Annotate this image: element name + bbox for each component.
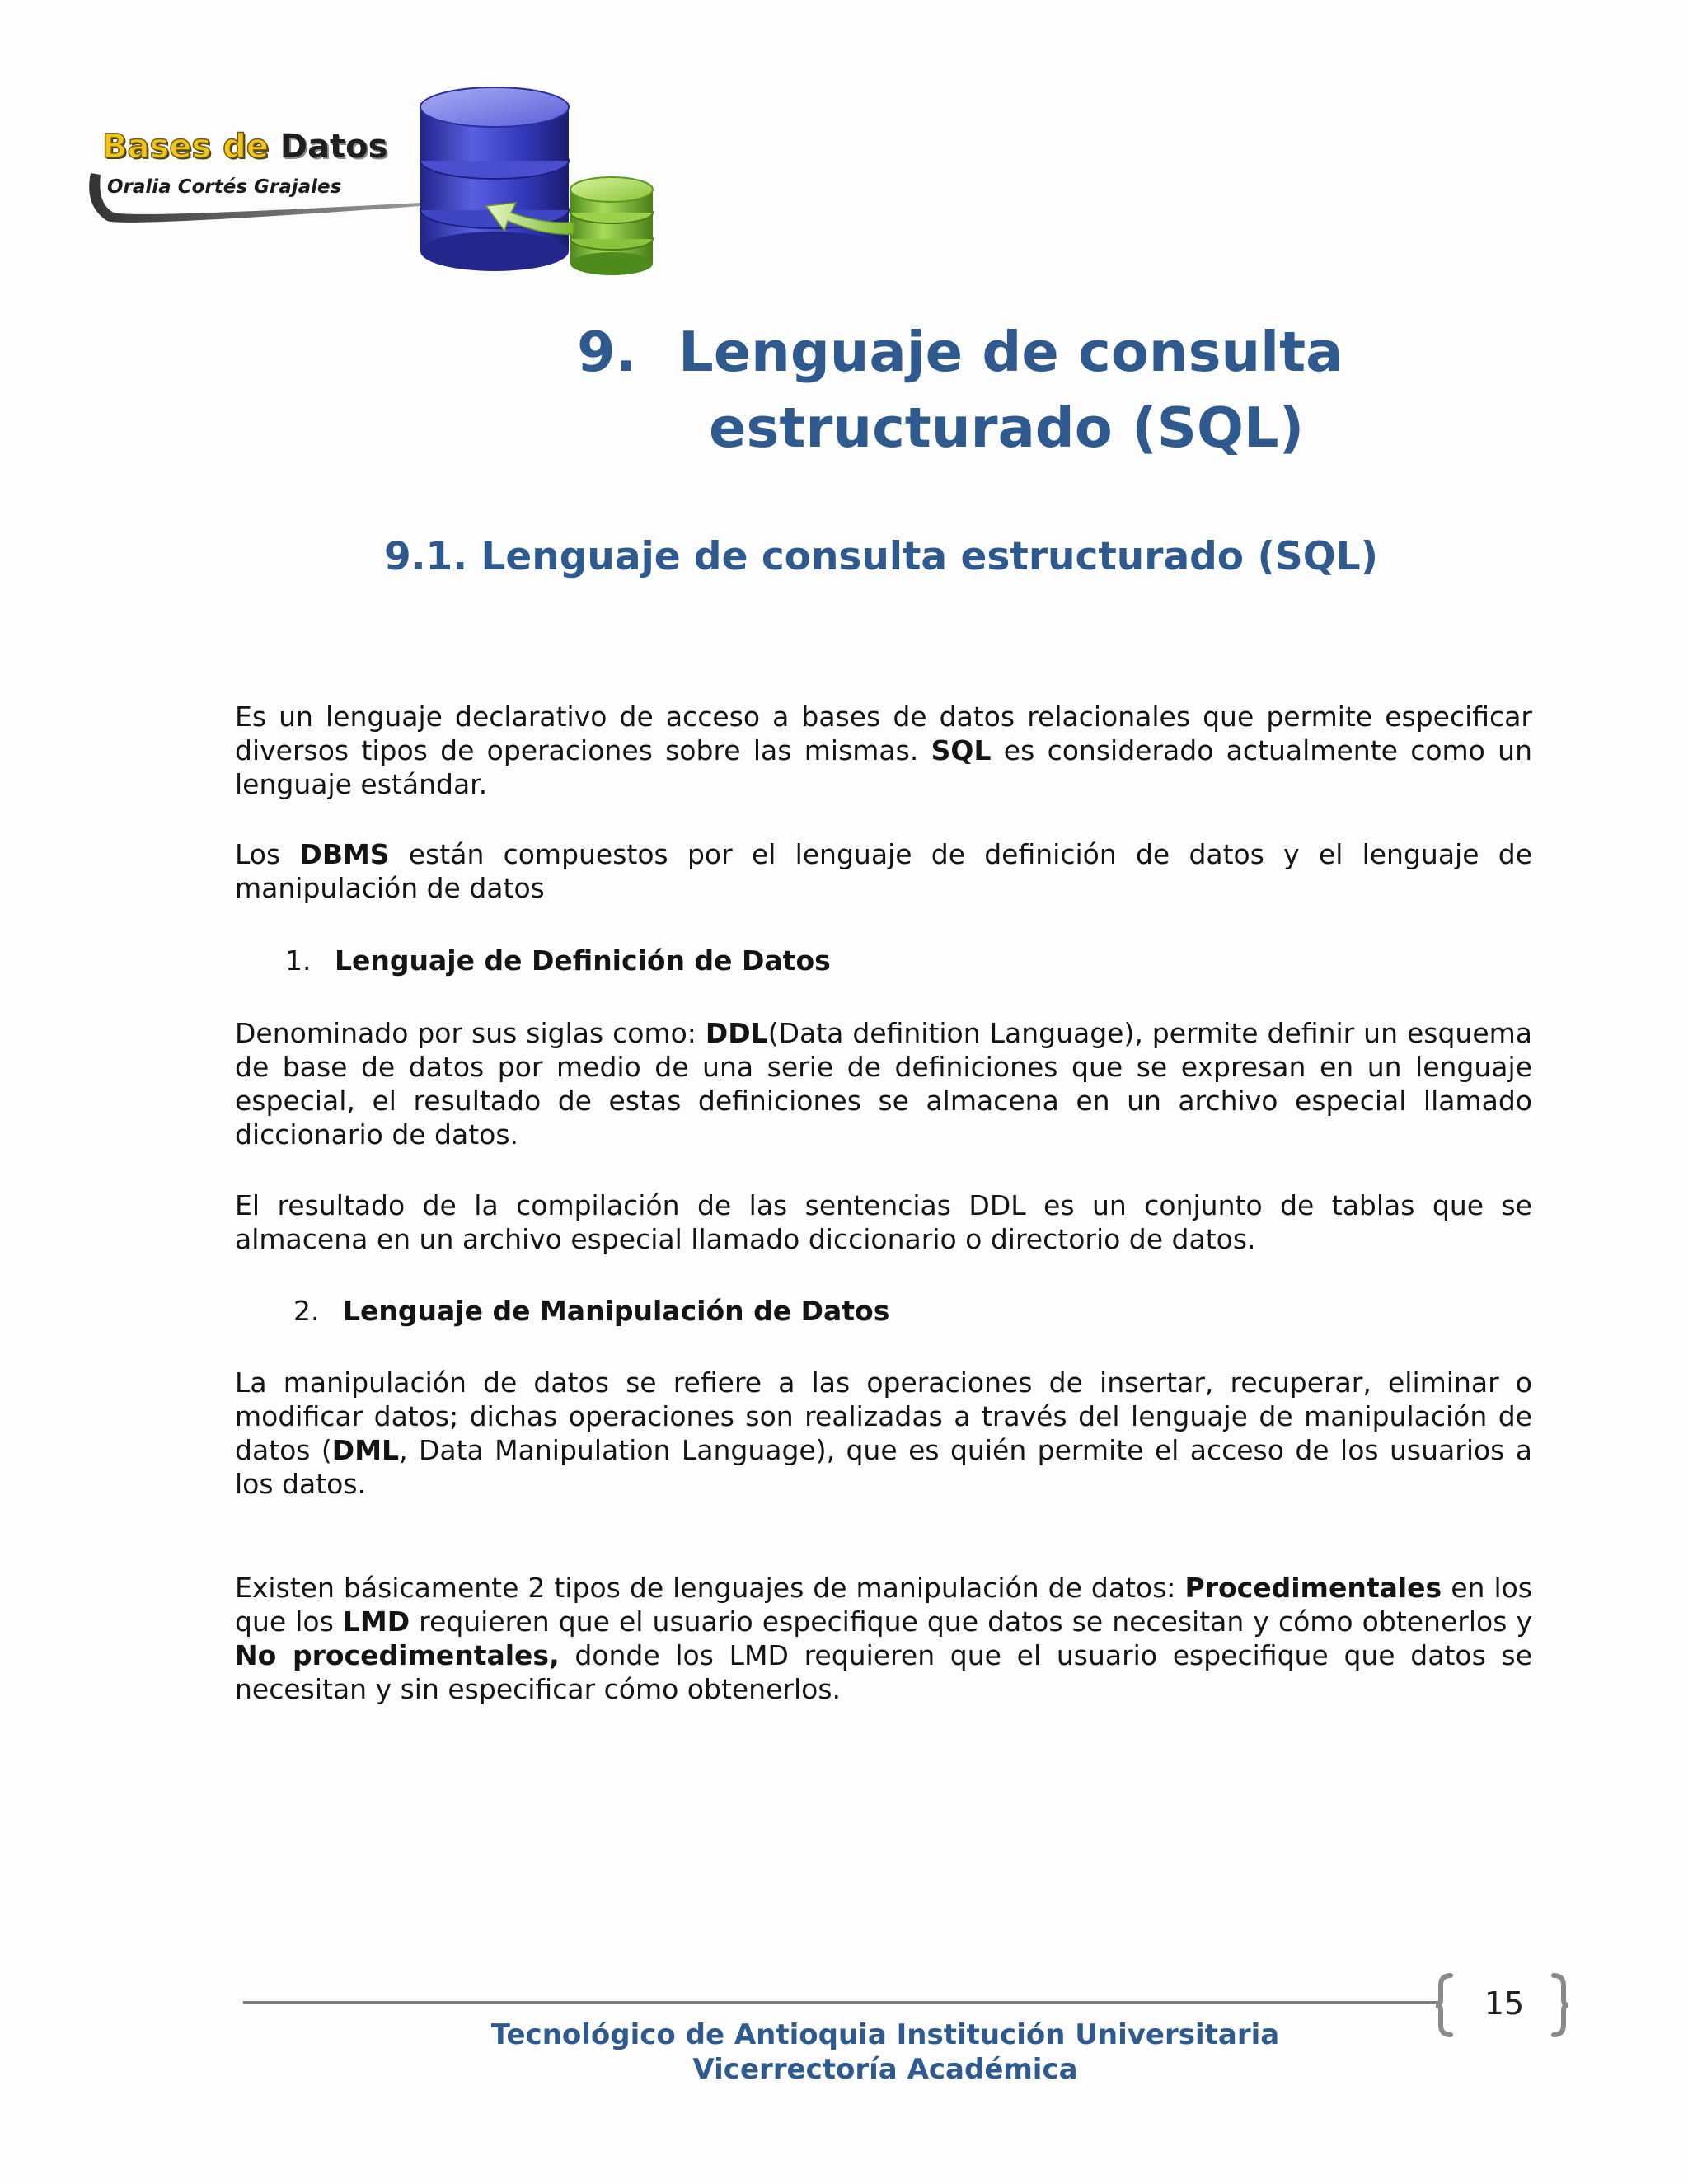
bold-term-ddl: DDL	[705, 1017, 768, 1049]
page-number: 15	[1484, 1985, 1525, 2022]
list-label: Lenguaje de Manipulación de Datos	[343, 1295, 890, 1327]
chapter-title-line2: estructurado (SQL)	[709, 396, 1305, 460]
list-item-ddl	[285, 944, 831, 977]
paragraph-text: Existen básicamente 2 tipos de lenguajes de manipulación de datos:	[235, 1572, 1185, 1604]
list-number: 1.	[285, 944, 312, 977]
bold-term-no-procedimentales: No procedimentales,	[235, 1639, 560, 1671]
footer-divider	[243, 2001, 1438, 2004]
logo-title-part1: Bases de	[102, 128, 269, 166]
bold-term-dml: DML	[331, 1434, 400, 1466]
paragraph-dml-types	[235, 1571, 1532, 1706]
paragraph-ddl	[235, 1016, 1532, 1151]
paragraph-text: Denominado por sus siglas como:	[235, 1017, 706, 1049]
paragraph-text: Es un lenguaje declarativo de acceso a bases de datos relacionales que permite especificar diversos tipos de operaciones sobre las mismas.	[235, 701, 1532, 766]
bold-term-lmd: LMD	[342, 1605, 410, 1638]
paragraph-intro	[235, 700, 1532, 801]
paragraph-ddl-result: El resultado de la compilación de las sentencias DDL es un conjunto de tablas que se almacena en un archivo especial llamado diccionario o directorio de datos.	[235, 1189, 1532, 1255]
list-label: Lenguaje de Definición de Datos	[335, 944, 831, 977]
bases-de-datos-logo	[82, 82, 668, 280]
paragraph-text: requieren que el usuario especifique que datos se necesitan y cómo obtenerlos y	[410, 1605, 1532, 1638]
list-number: 2.	[293, 1295, 320, 1327]
chapter-heading-line1	[577, 313, 1343, 391]
paragraph-text: , Data Manipulation Language), que es quién permite el acceso de los usuarios a los datos.	[235, 1434, 1533, 1500]
chapter-number: 9.	[577, 320, 637, 384]
footer-line1: Tecnológico de Antioquia Institución Universitaria	[490, 2018, 1280, 2051]
paragraph-text: (Data definition Language), permite definir un esquema de base de datos por medio de una serie de definiciones que se expresan en un lenguaje especial, el resultado de estas definiciones se almacena en un archivo especial llamado diccionario de datos.	[235, 1017, 1532, 1151]
footer-institution	[0, 2018, 1688, 2087]
paragraph-text: donde los LMD requieren que el usuario especifique que datos se necesitan y sin especificar cómo obtenerlos.	[235, 1639, 1533, 1705]
paragraph-text: Los	[235, 838, 300, 870]
list-item-dml	[293, 1294, 889, 1328]
paragraph-text: están compuestos por el lenguaje de definición de datos y el lenguaje de manipulación de datos	[235, 838, 1533, 904]
section-heading: 9.1. Lenguaje de consulta estructurado (SQL)	[384, 534, 1379, 579]
logo-title-part2: Datos	[279, 128, 388, 166]
paragraph-dbms	[235, 837, 1532, 905]
paragraph-text: La manipulación de datos se refiere a las operaciones de insertar, recuperar, eliminar o modificar datos; dichas operaciones son realizadas a través del lenguaje de manipulación de datos (	[235, 1366, 1532, 1466]
bold-term-procedimentales: Procedimentales	[1184, 1572, 1442, 1604]
chapter-title-line1: Lenguaje de consulta	[678, 320, 1343, 384]
logo-author: Oralia Cortés Grajales	[107, 176, 342, 198]
paragraph-text: en los que los	[235, 1572, 1532, 1638]
paragraph-text: es considerado actualmente como un lenguaje estándar.	[235, 734, 1532, 800]
paragraph-dml	[235, 1366, 1532, 1501]
bold-term-sql: SQL	[931, 734, 992, 766]
footer-line2: Vicerrectoría Académica	[692, 2053, 1078, 2086]
logo-title	[102, 128, 387, 166]
bold-term-dbms: DBMS	[299, 838, 390, 870]
